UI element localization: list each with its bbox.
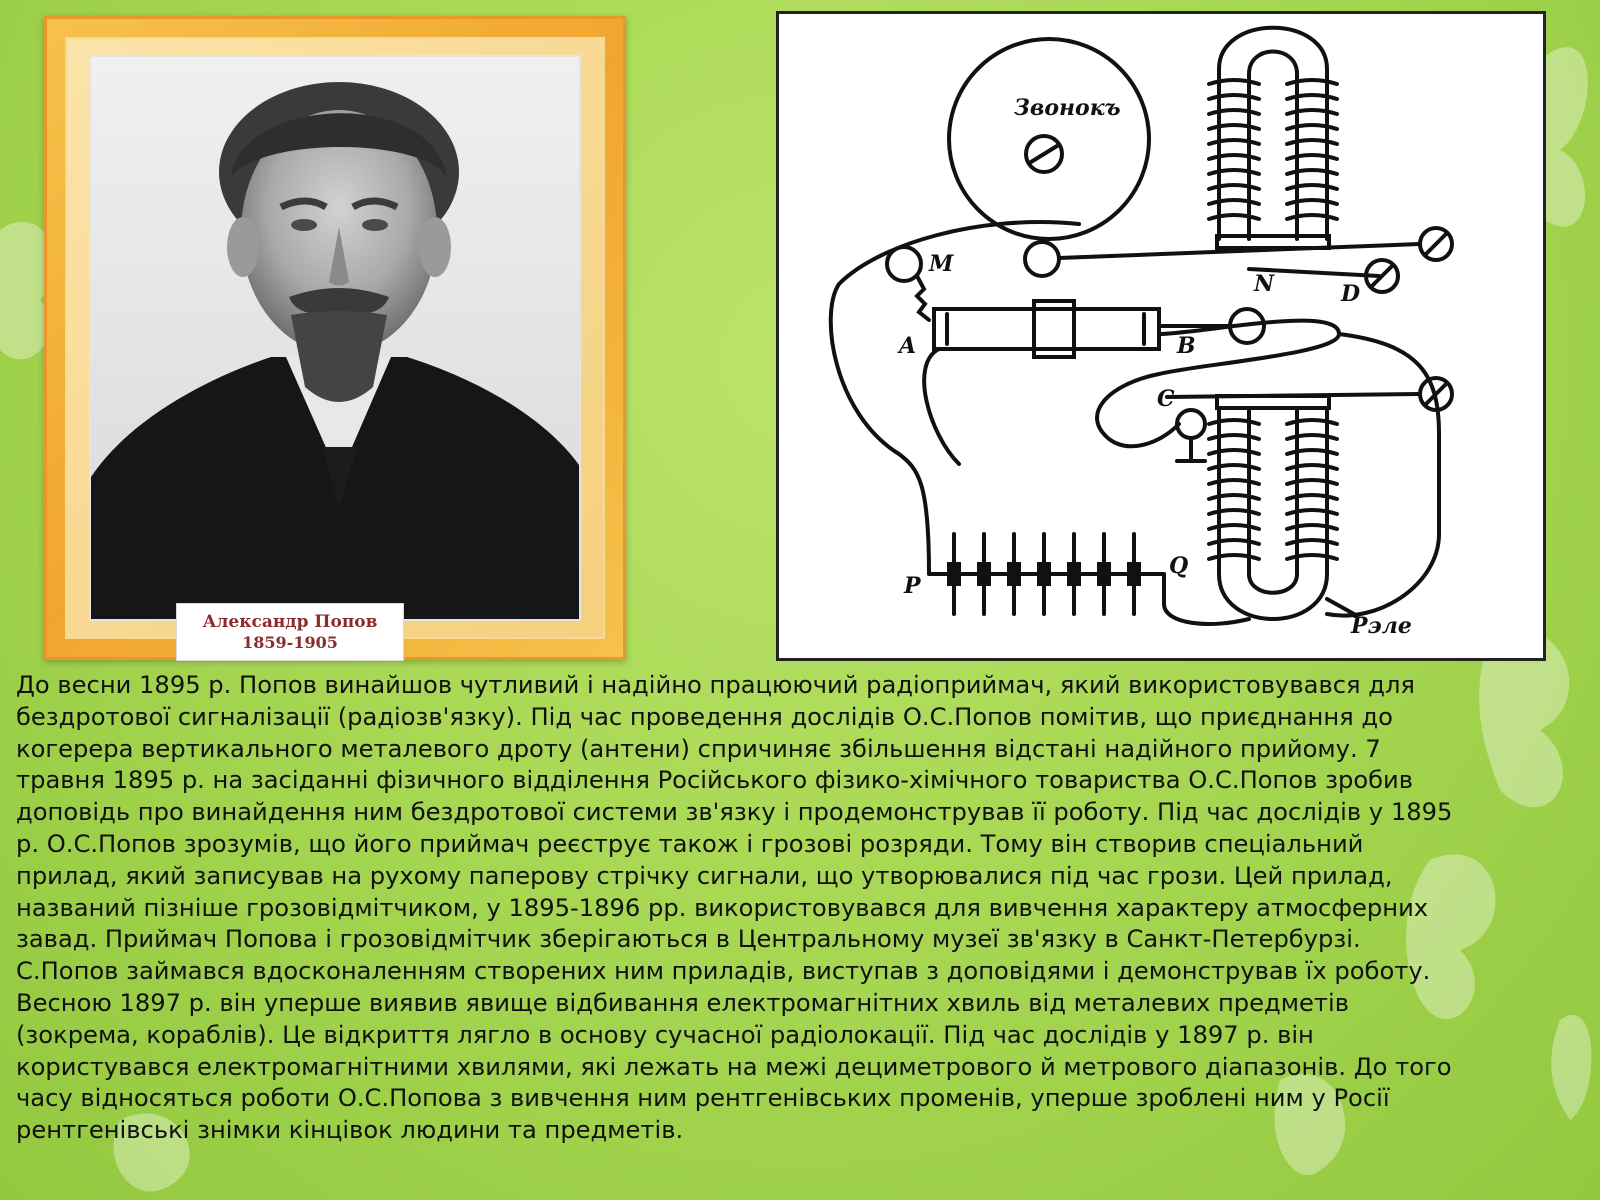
portrait-mat <box>65 37 605 639</box>
label-d: D <box>1341 281 1361 307</box>
circuit-diagram <box>776 11 1546 661</box>
portrait-photo-icon <box>91 57 581 621</box>
label-q: Q <box>1169 553 1189 579</box>
portrait-frame <box>44 16 626 660</box>
radio-receiver-circuit-diagram-icon <box>779 14 1543 658</box>
label-n: N <box>1254 271 1275 297</box>
portrait-photo <box>89 55 581 621</box>
portrait-nameplate <box>176 603 404 661</box>
portrait-name: Александр Попов <box>202 612 378 632</box>
label-relay: Pэле <box>1351 613 1412 639</box>
label-b: B <box>1177 333 1196 359</box>
label-m: M <box>929 251 954 277</box>
body-paragraph: До весни 1895 р. Попов винайшов чутливий і надійно працюючий радіоприймач, який використовувався для бездротової сигналізації (радіозв'язку). Під час проведення дослідів О.С.Попов помітив, що приєднання до когерера вертикального металевого дроту (антени) спричиняє збільшення відстані надійного прийому. 7 травня 1895 р. на засіданні фізичного відділення Російського фізико-хімічного товариства О.С.Попов зробив доповідь про винайдення ним бездротової системи зв'язку і продемонстрував її роботу. Під час дослідів у 1895 р. О.С.Попов зрозумів, що його приймач реєструє також і грозові розряди. Тому він створив спеціальний прилад, який записував на рухому паперову стрічку сигнали, що утворювалися під час грози. Цей прилад, названий пізніше грозовідмітчиком, у 1895-1896 рр. використовувався для вивчення характеру атмосферних завад. Приймач Попова і грозовідмітчик зберігаються в Центральному музеї зв'язку в Санкт-Петербурзі. С.Попов займався вдосконаленням створених ним приладів, виступав з доповідями і демонстрував їх роботу. Весною 1897 р. він уперше виявив явище відбивання електромагнітних хвиль від металевих предметів (зокрема, кораблів). Це відкриття лягло в основу сучасної радіолокації. Під час дослідів у 1897 р. він користувався електромагнітними хвилями, які лежать на межі дециметрового й метрового діапазонів. До того часу відносяться роботи О.С.Попова з вивчення ним рентгенівських променів, уперше зроблені ним у Росії рентгенівські знімки кінцівок людини та предметів. <box>16 671 1453 1145</box>
label-bell: Звонокъ <box>1014 95 1121 121</box>
label-a: A <box>899 333 917 359</box>
label-c: C <box>1157 386 1175 412</box>
portrait-years: 1859-1905 <box>242 633 338 652</box>
label-p: P <box>904 573 921 599</box>
